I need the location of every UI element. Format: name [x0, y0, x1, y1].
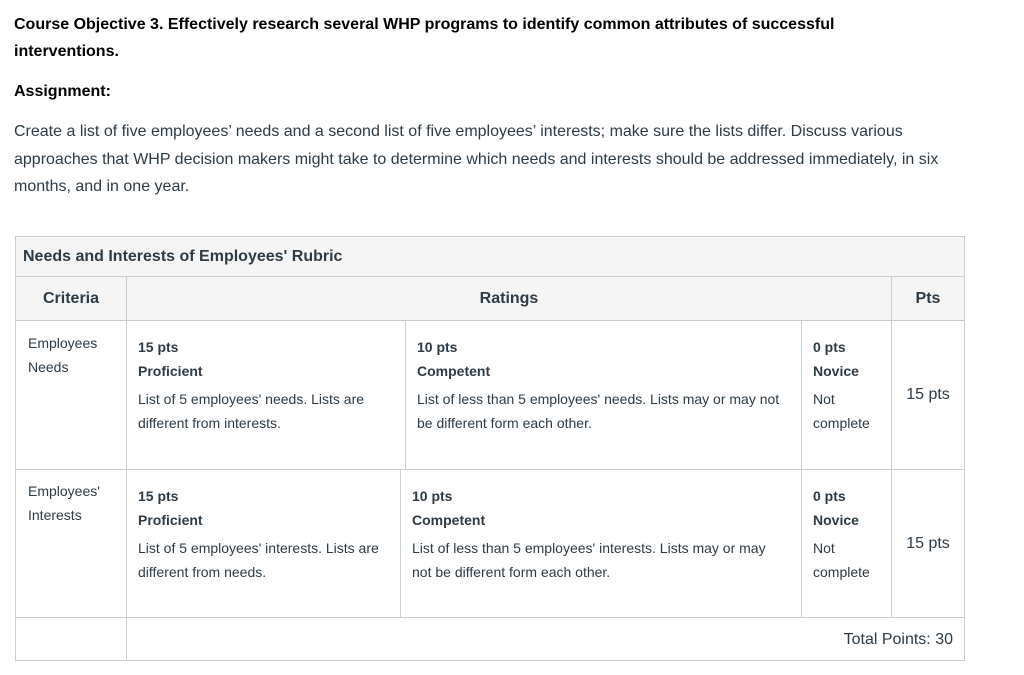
rating-label: Competent — [417, 363, 491, 379]
rating-points: 0 pts — [813, 488, 846, 504]
criteria-header: Criteria — [42, 290, 100, 307]
rating-description: List of less than 5 employees' interests. Lists may or may not be different form each other. — [412, 540, 766, 580]
rating-description: List of less than 5 employees' needs. Lists may or may not be different form each other. — [417, 391, 780, 431]
criterion-employees-interests: Employees' Interests — [28, 483, 100, 523]
rating-description: Not complete — [813, 391, 870, 431]
rating-label: Proficient — [138, 363, 203, 379]
rating-description: Not complete — [813, 540, 870, 580]
rubric-table — [15, 236, 965, 661]
rating-divider — [400, 470, 401, 618]
rating-points: 15 pts — [138, 488, 179, 504]
total-points: Total Points: 30 — [843, 631, 953, 648]
rating-divider — [405, 321, 406, 469]
rating-description: List of 5 employees' interests. Lists are different from needs. — [138, 540, 379, 580]
rating-points: 10 pts — [417, 339, 458, 355]
rating-competent — [412, 484, 787, 584]
rubric-header-row — [16, 277, 964, 321]
rating-label: Novice — [813, 363, 859, 379]
rating-label: Novice — [813, 512, 859, 528]
rating-divider — [801, 321, 802, 469]
rating-points: 15 pts — [138, 339, 179, 355]
rubric-title: Needs and Interests of Employees' Rubric — [16, 237, 964, 277]
course-objective: Course Objective 3. Effectively research several WHP programs to identify common attributes of successful interventions. — [14, 16, 835, 60]
row-points: 15 pts — [906, 535, 950, 552]
rating-competent — [417, 335, 795, 435]
row-divider — [16, 469, 964, 470]
rating-description: List of 5 employees' needs. Lists are different from interests. — [138, 391, 365, 431]
rating-proficient — [138, 484, 390, 584]
rating-label: Proficient — [138, 512, 203, 528]
rating-novice — [813, 335, 885, 435]
assignment-heading: Assignment: — [14, 83, 111, 100]
row-divider — [16, 617, 964, 618]
rating-points: 0 pts — [813, 339, 846, 355]
column-divider — [891, 277, 892, 618]
rating-label: Competent — [412, 512, 486, 528]
rating-divider — [801, 470, 802, 618]
row-points: 15 pts — [906, 386, 950, 403]
rating-proficient — [138, 335, 393, 435]
rating-points: 10 pts — [412, 488, 453, 504]
assignment-description: Create a list of five employees’ needs and a second list of five employees’ interests; make sure the lists differ. Discuss various approaches that WHP decision makers might take to determine which needs and interests should be addressed immediately, in six months, and in one year. — [14, 123, 939, 195]
pts-header: Pts — [915, 290, 941, 307]
criterion-employees-needs: Employees Needs — [28, 335, 98, 375]
ratings-header: Ratings — [479, 290, 539, 307]
rating-novice — [813, 484, 885, 584]
